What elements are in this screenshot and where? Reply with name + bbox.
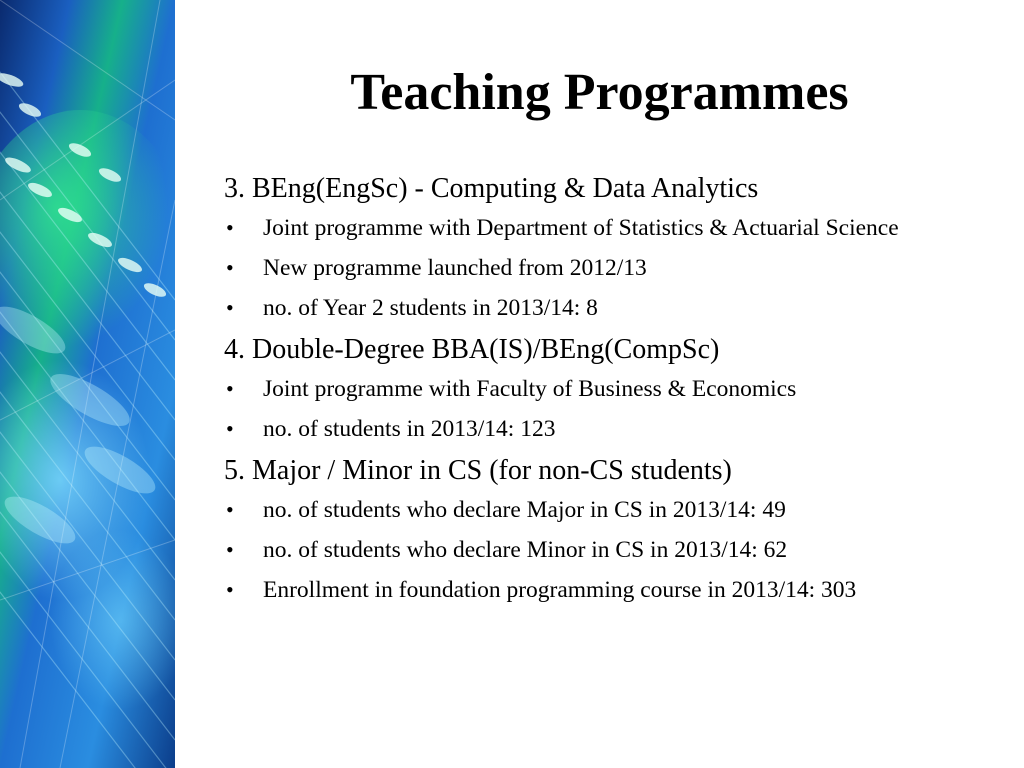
slide-content [224, 172, 954, 615]
bullet-list [224, 374, 954, 444]
bullet-text: no. of students in 2013/14: 123 [263, 416, 556, 442]
bullet-icon: • [226, 255, 234, 280]
bullet-item [224, 414, 954, 444]
bullet-text: no. of Year 2 students in 2013/14: 8 [263, 295, 598, 321]
bullet-text: Joint programme with Faculty of Business & Economics [263, 376, 797, 402]
bullet-icon: • [226, 416, 234, 441]
bullet-item [224, 213, 954, 243]
section-heading: 5. Major / Minor in CS (for non-CS students) [224, 455, 732, 486]
bullet-text: Enrollment in foundation programming course in 2013/14: 303 [263, 577, 857, 603]
bullet-item [224, 535, 954, 565]
bullet-list [224, 213, 954, 323]
bullet-item [224, 253, 954, 283]
section-double-degree [224, 333, 954, 444]
section-heading: 4. Double-Degree BBA(IS)/BEng(CompSc) [224, 334, 720, 365]
bullet-icon: • [226, 537, 234, 562]
bullet-item [224, 575, 954, 605]
section-beng-engsc [224, 172, 954, 323]
bullet-text: New programme launched from 2012/13 [263, 255, 647, 281]
decorative-side-art [0, 0, 175, 768]
section-major-minor-cs [224, 454, 954, 605]
section-heading: 3. BEng(EngSc) - Computing & Data Analytics [224, 173, 759, 204]
bullet-item [224, 495, 954, 525]
bullet-text: no. of students who declare Major in CS in 2013/14: 49 [263, 497, 786, 523]
bullet-text: Joint programme with Department of Statistics & Actuarial Science [263, 215, 899, 241]
bullet-text: no. of students who declare Minor in CS in 2013/14: 62 [263, 537, 788, 563]
bullet-icon: • [226, 577, 234, 602]
bullet-item [224, 374, 954, 404]
abstract-light-streaks-image [0, 0, 175, 768]
bullet-icon: • [226, 497, 234, 522]
bullet-icon: • [226, 295, 234, 320]
bullet-list [224, 495, 954, 605]
slide-title: Teaching Programmes [350, 64, 849, 121]
bullet-item [224, 293, 954, 323]
bullet-icon: • [226, 215, 234, 240]
bullet-icon: • [226, 376, 234, 401]
